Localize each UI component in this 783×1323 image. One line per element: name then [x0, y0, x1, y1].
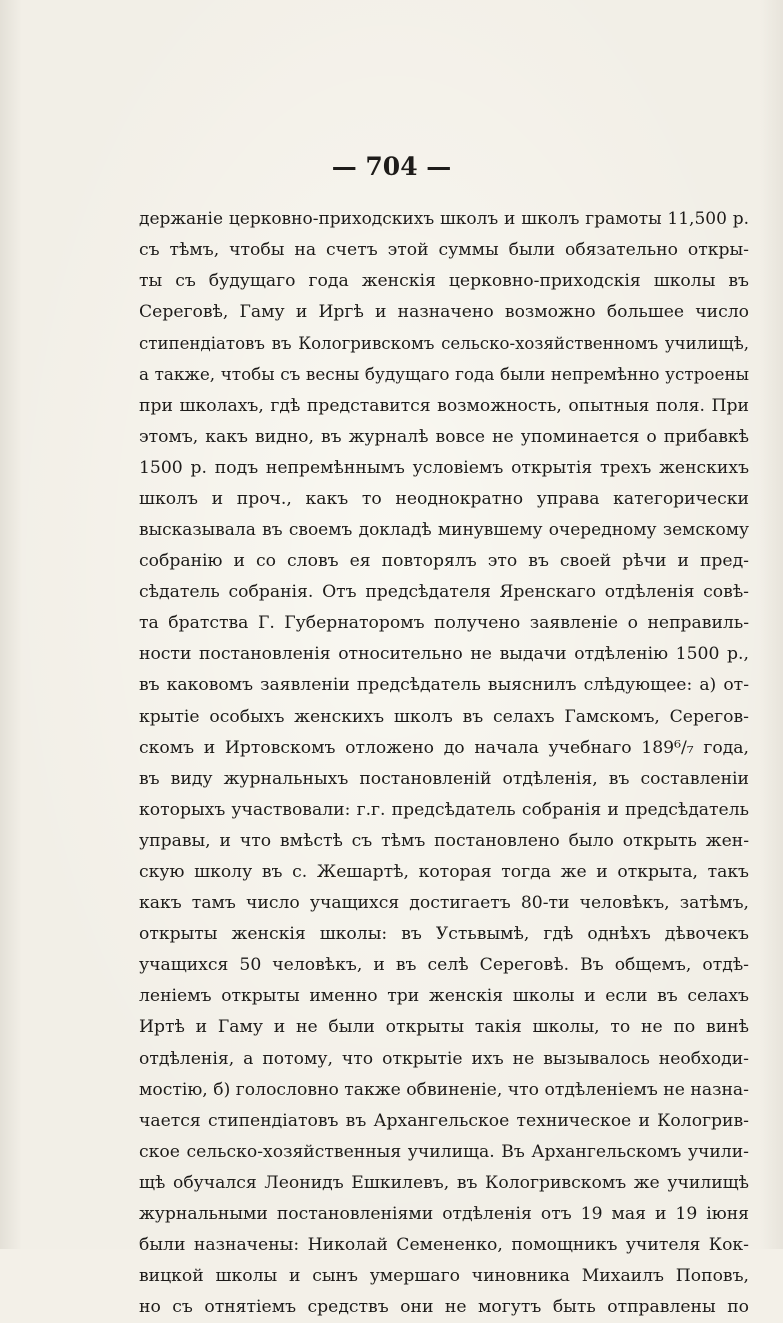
text-line: какъ тамъ число учащихся достигаетъ 80-ти человѣкъ, затѣмъ, [139, 893, 749, 914]
text-line: при школахъ, гдѣ представится возможность, опытныя поля. При [139, 395, 749, 416]
text-line: скую школу въ с. Жешартѣ, которая тогда же и открыта, такъ [139, 861, 749, 882]
text-line: которыхъ участвовали: г.г. предсѣдатель собранія и предсѣдатель [139, 799, 749, 820]
text-line: вицкой школы и сынъ умершаго чиновника Михаилъ Поповъ, [139, 1266, 749, 1287]
text-line: ности постановленія относительно не выдачи отдѣленію 1500 р., [139, 644, 749, 665]
text-line: леніемъ открыты именно три женскія школы и если въ селахъ [139, 986, 749, 1007]
text-line: держаніе церковно-приходскихъ школъ и школъ грамоты 11,500 р. [139, 209, 749, 229]
text-line: учащихся 50 человѣкъ, и въ селѣ Сереговѣ. Въ общемъ, отдѣ- [139, 955, 749, 976]
text-line: высказывала въ своемъ докладѣ минувшему очередному земскому [139, 519, 749, 540]
text-line: стипендіатовъ въ Кологривскомъ сельско-хозяйственномъ училищѣ, [139, 334, 749, 354]
text-line: скомъ и Иртовскомъ отложено до начала учебнаго 189⁶/₇ года, [139, 737, 749, 758]
text-line: сѣдатель собранія. Отъ предсѣдателя Яренскаго отдѣленія совѣ- [139, 582, 749, 603]
text-line: въ виду журнальныхъ постановленій отдѣленія, въ составленіи [139, 768, 749, 789]
page-number: — 704 — [331, 152, 452, 181]
text-line: собранію и со словъ ея повторялъ это въ своей рѣчи и пред- [139, 551, 749, 572]
text-line: въ каковомъ заявленіи предсѣдатель выяснилъ слѣдующее: а) от- [139, 675, 749, 696]
text-line: этомъ, какъ видно, въ журналѣ вовсе не упоминается о прибавкѣ [139, 426, 749, 447]
text-line: щѣ обучался Леонидъ Ешкилевъ, въ Кологривскомъ же училищѣ [139, 1172, 749, 1193]
text-line: та братства Г. Губернаторомъ получено заявленіе о неправиль- [139, 613, 749, 634]
text-line: были назначены: Николай Семененко, помощникъ учителя Кок- [139, 1235, 749, 1256]
text-line: но съ отнятіемъ средствъ они не могутъ быть отправлены по [139, 1297, 749, 1318]
text-line: отдѣленія, а потому, что открытіе ихъ не вызывалось необходи- [139, 1048, 749, 1069]
text-line: журнальными постановленіями отдѣленія отъ 19 мая и 19 іюня [139, 1204, 749, 1224]
text-line: а также, чтобы съ весны будущаго года были непремѣнно устроены [139, 364, 749, 385]
text-line: ты съ будущаго года женскія церковно-приходскія школы въ [139, 271, 749, 292]
text-line: мостію, б) голословно также обвиненіе, что отдѣленіемъ не назна- [139, 1079, 749, 1100]
text-line: ское сельско-хозяйственныя училища. Въ Архангельскомъ учили- [139, 1141, 749, 1162]
text-line: открыты женскія школы: въ Устьвымѣ, гдѣ однѣхъ дѣвочекъ [139, 924, 749, 945]
text-line: школъ и проч., какъ то неоднократно управа категорически [139, 488, 749, 509]
text-line: управы, и что вмѣстѣ съ тѣмъ постановлено было открыть жен- [139, 830, 749, 851]
text-line: чается стипендіатовъ въ Архангельское техническое и Кологрив- [139, 1110, 749, 1131]
text-line: Сереговѣ, Гаму и Иргѣ и назначено возможно большее число [139, 302, 749, 323]
text-line: съ тѣмъ, чтобы на счетъ этой суммы были обязательно откры- [139, 240, 749, 261]
text-line: 1500 р. подъ непремѣннымъ условіемъ открытія трехъ женскихъ [139, 457, 749, 478]
text-line: крытіе особыхъ женскихъ школъ въ селахъ Гамскомъ, Серегов- [139, 706, 749, 727]
body-text [139, 204, 749, 1323]
text-line: Иртѣ и Гаму и не были открыты такія школы, то не по винѣ [139, 1017, 749, 1038]
